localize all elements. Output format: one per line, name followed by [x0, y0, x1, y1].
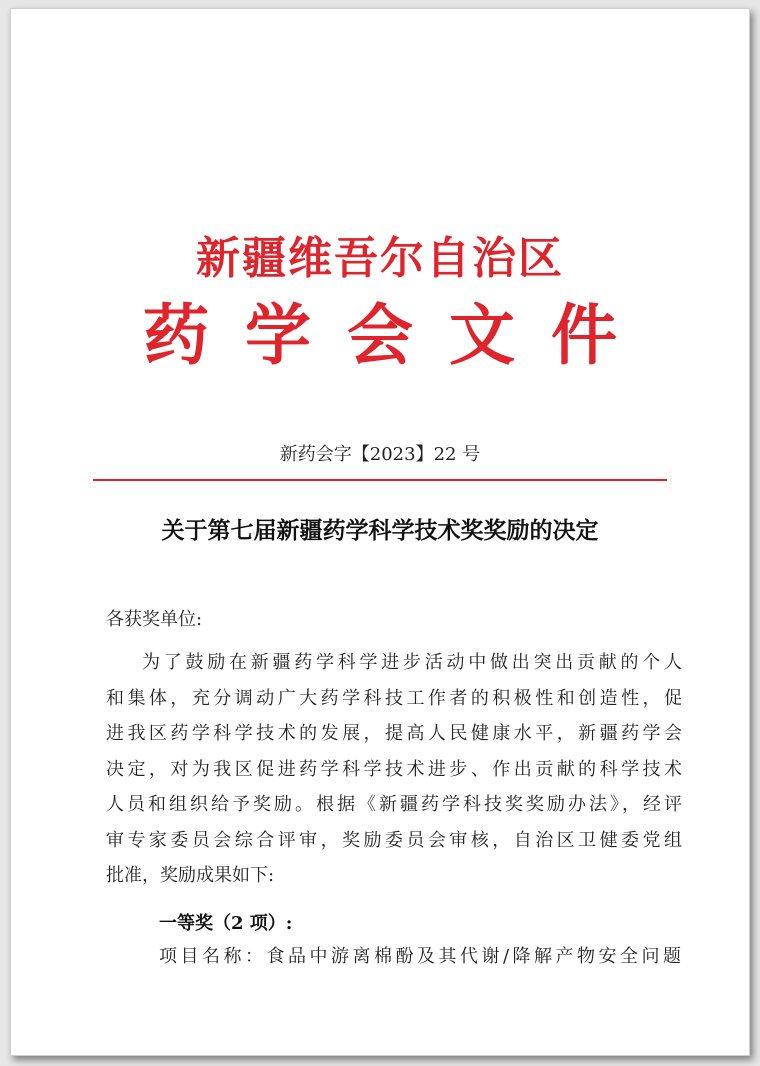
paragraph-line: 决定，对为我区促进药学科学技术进步、作出贡献的科学技术 — [106, 758, 682, 780]
award-level-heading: 一等奖（2 项）: — [159, 913, 293, 934]
document-title: 关于第七届新疆药学科学技术奖奖励的决定 — [161, 517, 599, 544]
paragraph-line: 人员和组织给予奖励。根据《新疆药学科技奖奖励办法》，经评 — [106, 794, 682, 815]
paragraph-line: 批准，奖励成果如下: — [106, 865, 275, 886]
red-divider-line — [93, 479, 667, 481]
project-name-line: 项目名称：食品中游离棉酚及其代谢/降解产物安全问题 — [159, 946, 681, 967]
paragraph-line: 和集体，充分调动广大药学科技工作者的积极性和创造性，促 — [106, 687, 682, 709]
paragraph-line: 审专家委员会综合评审，奖励委员会审核，自治区卫健委党组 — [106, 829, 682, 851]
paragraph-line: 为了鼓励在新疆药学科学进步活动中做出突出贡献的个人 — [142, 652, 682, 673]
body-paragraph — [106, 645, 682, 894]
document-number: 新药会字【2023】22 号 — [279, 444, 481, 465]
paragraph-line: 进我区药学科学技术的发展，提高人民健康水平，新疆药学会 — [106, 723, 682, 744]
salutation: 各获奖单位: — [106, 609, 203, 630]
document-page — [10, 8, 750, 1056]
document-type-heading: 药学会文件 — [143, 296, 653, 374]
issuing-organization: 新疆维吾尔自治区 — [196, 233, 564, 284]
